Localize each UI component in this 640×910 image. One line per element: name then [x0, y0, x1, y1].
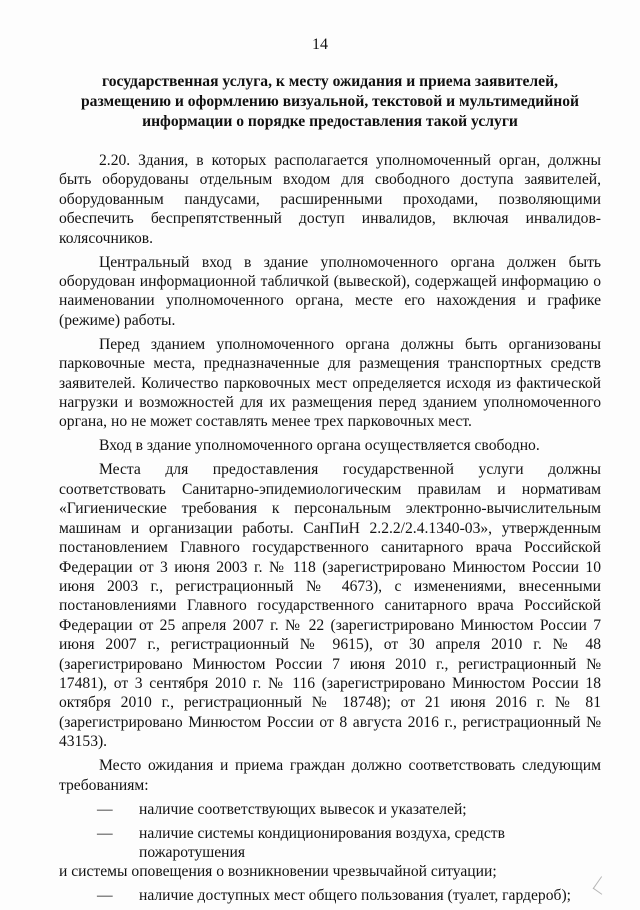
section-heading: государственная услуга, к месту ожидания и приема заявителей, размещению и оформлению визуальной, текстовой и мультимедийной информации о порядке предоставления такой услуги — [80, 73, 579, 130]
requirement-text: наличие доступных мест общего пользования (туалет, гардероб); — [139, 887, 571, 905]
requirement-item — [59, 886, 601, 905]
requirement-item — [59, 800, 601, 819]
paragraph-sanitary-rules: Места для предоставления государственной услуги должны соответствовать Санитарно-эпидемиологическим правилам и нормативам «Гигиенические требования к персональным электронно-вычислительным машинам и организации работы. СанПиН 2.2.2/2.4.1340-03», утвержденным постановлением Главного государственного санитарного врача Российской Федерации от 3 июня 2003 г. № 118 (зарегистрировано Минюстом России 10 июня 2003 г., регистрационный № 4673), с изменениями, внесенными постановлениями Главного государственного санитарного врача Российской Федерации от 25 апреля 2007 г. № 22 (зарегистрировано Минюстом России 7 июня 2007 г., регистрационный № 9615), от 30 апреля 2010 г. № 48 (зарегистрировано Минюстом России 7 июня 2010 г., регистрационный № 17481), от 3 сентября 2010 г. № 116 (зарегистрировано Минюстом России 18 октября 2010 г., регистрационный № 18748); от 21 июня 2016 г. № 81 (зарегистрировано Минюстом России от 8 августа 2016 г., регистрационный № 43153). — [59, 461, 601, 751]
paragraph-waiting-place: Место ожидания и приема граждан должно соответствовать следующим требованиям: — [59, 757, 601, 794]
paragraph-2-20: 2.20. Здания, в которых располагается уполномоченный орган, должны быть оборудованы отдельным входом для свободного доступа заявителей, оборудованным пандусами, расширенными проходами, позволяющими обеспечить беспрепятственный доступ инвалидов, включая инвалидов-колясочников. — [59, 152, 601, 247]
dash-marker: — — [97, 800, 113, 818]
requirement-text: наличие системы кондиционирования воздуха, средств пожаротушения — [139, 824, 505, 861]
dash-marker: — — [97, 887, 113, 905]
paragraph-parking: Перед зданием уполномоченного органа должны быть организованы парковочные места, предназначенные для размещения транспортных средств заявителей. Количество парковочных мест определяется исходя из фактической нагрузки и возможностей для их размещения перед зданием уполномоченного органа, но не может составлять менее трех парковочных мест. — [59, 335, 601, 431]
page-number: 14 — [312, 36, 328, 53]
paragraph-entrance-sign: Центральный вход в здание уполномоченного органа должен быть оборудован информационной табличкой (вывеской), содержащей информацию о наименовании уполномоченного органа, месте его нахождения и графике (режиме) работы. — [59, 253, 601, 329]
dash-marker: — — [97, 824, 113, 842]
document-body — [59, 151, 601, 910]
requirement-text: наличие соответствующих вывесок и указателей; — [139, 800, 467, 818]
requirement-item — [59, 824, 601, 882]
requirement-text-continued: и системы оповещения о возникновении чрезвычайной ситуации; — [59, 863, 497, 881]
paragraph-free-entry: Вход в здание уполномоченного органа осуществляется свободно. — [99, 437, 540, 455]
